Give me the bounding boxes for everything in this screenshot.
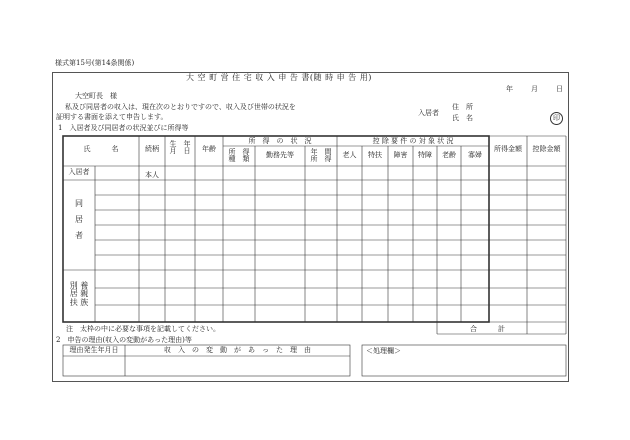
col-widow-header: 寡婦: [468, 151, 482, 159]
col-employer-header: 勤務先等: [266, 151, 294, 159]
col-age-header: 年齢: [202, 145, 216, 153]
col-reason-date-header: 理由発生年月日: [69, 346, 119, 354]
applicant-label: 入居者: [418, 109, 439, 117]
col-birthdate-header: 生 年 月 日: [169, 140, 191, 156]
address-label: 住 所: [452, 103, 473, 111]
name-label: 氏 名: [452, 114, 473, 122]
col-income-amount-header: 所得金額: [494, 145, 522, 153]
date-month-label: 月: [531, 85, 538, 93]
col-elderly-header: 老人: [342, 151, 357, 159]
col-special-dependent-header: 特扶: [368, 151, 382, 159]
processing-box-label: ＜処理欄＞: [366, 347, 401, 355]
income-status-group-header: 所 得 の 状 況: [248, 137, 312, 145]
col-reason-header: 収 入 の 変 動 が あ っ た 理 由: [164, 346, 311, 354]
col-disabled-header: 障害: [393, 151, 408, 159]
note-text: 注 太枠の中に必要な事項を記載してください。: [66, 325, 220, 333]
col-income-type-header: 所 得 種 類: [228, 148, 250, 164]
col-aged-spouse-header: 老齢: [442, 151, 456, 159]
col-relation-header: 続柄: [145, 145, 159, 153]
col-special-disabled-header: 特障: [418, 151, 432, 159]
resident-relation-value: 本人: [145, 171, 159, 179]
col-deduction-amount-header: 控除金額: [532, 145, 561, 153]
form-title: 大 空 町 営 住 宅 収 入 申 告 書(随 時 申 告 用): [186, 73, 372, 82]
date-year-label: 年: [506, 85, 513, 93]
seal-icon: 印: [550, 112, 563, 125]
section-1-title: 1 入居者及び同居者の状況並びに所得等: [58, 124, 189, 132]
col-annual-income-header: 年 間 所 得: [310, 148, 332, 164]
row-separate-dependent-label: 別 養 居 親 扶 族: [69, 281, 89, 307]
declaration-line-1: 私及び同居者の収入は、現在次のとおりですので、収入及び世帯の状況を: [65, 103, 296, 111]
row-resident-label: 入居者: [68, 168, 90, 176]
form-number: 様式第15号(第14条関係): [55, 59, 135, 67]
addressee: 大空町長 様: [75, 92, 117, 100]
section-2-title: 2 申告の理由(収入の変動があった理由)等: [56, 336, 192, 344]
row-cohabitant-label: 同 居 者: [75, 199, 83, 240]
col-name-header: 氏 名: [83, 145, 119, 153]
declaration-line-2: 証明する書面を添えて申告します。: [56, 113, 168, 121]
deduction-group-header: 控 除 要 件 の 対 象 状 況: [372, 137, 454, 145]
date-day-label: 日: [556, 85, 563, 93]
total-label: 合 計: [470, 325, 505, 333]
